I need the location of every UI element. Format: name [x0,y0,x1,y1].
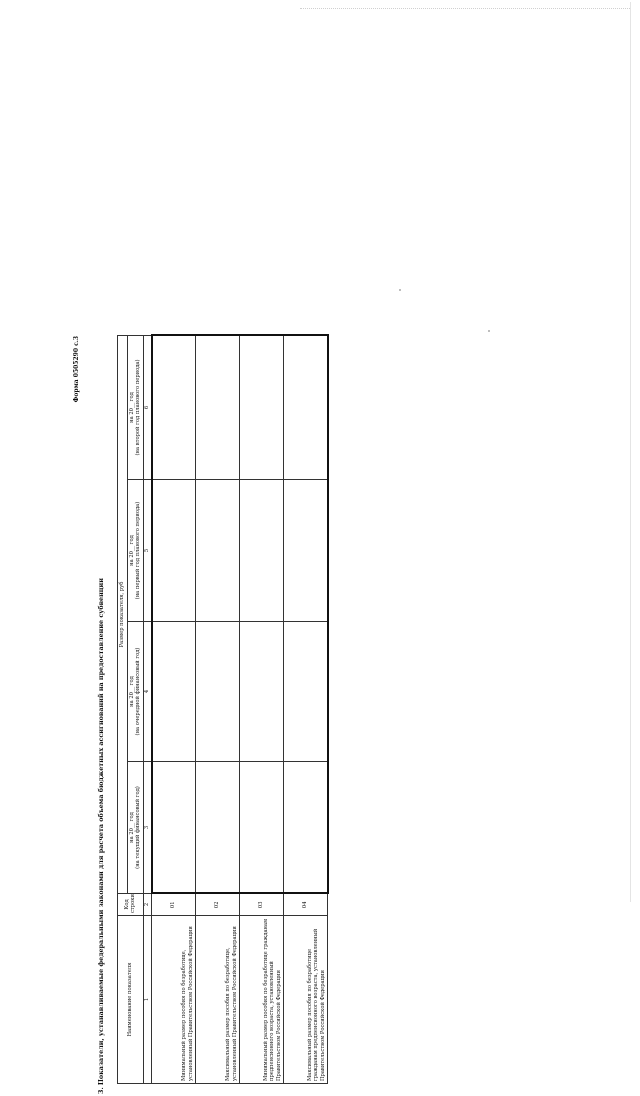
row-code-cell: 02 [196,894,240,916]
column-number-row [143,335,152,1083]
row-code-cell: 03 [240,894,284,916]
header-period-3 [127,480,143,622]
header-row-1 [118,335,128,1083]
column-number: 6 [143,335,152,479]
row-code-cell: 01 [152,894,196,916]
column-number: 5 [143,480,152,622]
scan-speck [399,289,401,291]
table-row [240,335,284,1083]
period-note: (на второй год планового периода) [135,359,141,456]
value-cell[interactable] [152,335,196,479]
indicator-name-cell: Минимальный размер пособия по безработице гражданам предпенсионного возраста, установленный Правительством Российской Федерации [240,916,284,1084]
scan-edge-top [300,8,630,9]
value-cell[interactable] [152,762,196,894]
indicators-table [117,334,329,1084]
period-note: (на текущий финансовый год) [135,786,141,869]
column-number: 1 [143,916,152,1084]
rotated-form-page [67,336,601,1096]
value-cell[interactable] [240,622,284,762]
row-code-cell: 04 [284,894,328,916]
value-cell[interactable] [240,335,284,479]
period-note: (на первый год планового периода) [135,501,141,600]
value-cell[interactable] [284,762,328,894]
value-cell[interactable] [196,762,240,894]
period-year: на 20__ год [128,535,135,566]
header-period-4 [127,335,143,479]
period-year: на 20__ год [128,676,135,707]
header-period-1 [127,762,143,894]
column-number: 3 [143,762,152,894]
section-title: 3. Показатели, устанавливаемые федеральными законами для расчета объема бюджетных ассигнований на предоставление субвенции [97,578,105,1094]
header-indicator-name: Наименование показателя [118,916,144,1084]
value-cell[interactable] [196,622,240,762]
period-note: (на очередной финансовый год) [135,647,141,736]
column-number: 2 [143,894,152,916]
header-period-2 [127,622,143,762]
form-number-label: Форма 0505290 с.3 [73,336,80,403]
value-cell[interactable] [240,762,284,894]
value-cell[interactable] [196,480,240,622]
header-row-code: Код строки [118,894,144,916]
indicator-name-cell: Минимальный размер пособия по безработице, установленный Правительством Российской Федерации [152,916,196,1084]
value-cell[interactable] [284,335,328,479]
value-cell[interactable] [240,480,284,622]
value-cell[interactable] [152,480,196,622]
value-cell[interactable] [284,480,328,622]
value-cell[interactable] [284,622,328,762]
value-cell[interactable] [196,335,240,479]
indicator-name-cell: Максимальный размер пособия по безработице, установленный Правительством Российской Федерации [196,916,240,1084]
period-year: на 20__ год [128,812,135,843]
scan-edge-right [630,2,631,902]
table-row [284,335,328,1083]
header-indicator-size: Размер показателя, руб [118,335,128,893]
scan-speck [488,330,490,332]
period-year: на 20__ год [128,392,135,423]
value-cell[interactable] [152,622,196,762]
column-number: 4 [143,622,152,762]
table-row [196,335,240,1083]
table-row [152,335,196,1083]
indicator-name-cell: Максимальный размер пособия по безработице гражданам предпенсионного возраста, установленный Правительством Российской Федерации [284,916,328,1084]
